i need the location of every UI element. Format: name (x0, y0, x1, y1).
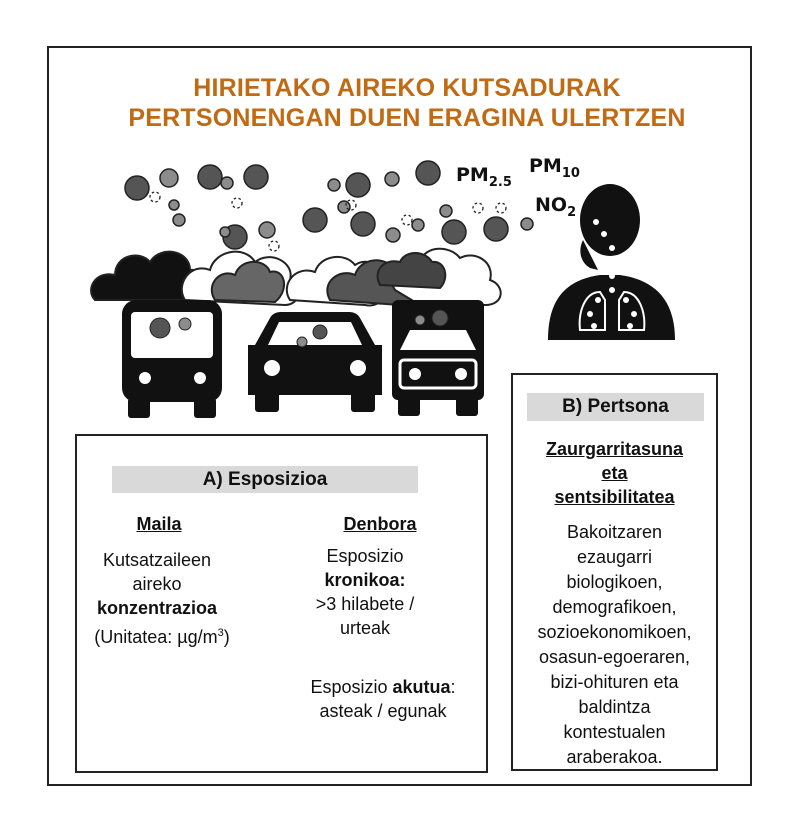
time-heading: Denbora (343, 514, 417, 534)
title-line-2: PERTSONENGAN DUEN ERAGINA ULERTZEN (128, 104, 686, 132)
chronic-line-2: kronikoa: (324, 570, 406, 590)
level-line-3: konzentrazioa (96, 598, 218, 618)
car-icon (248, 312, 382, 412)
person-description (513, 520, 716, 770)
vulnerability-line-2: eta (601, 463, 628, 483)
chronic-line-1: Esposizio (326, 546, 404, 566)
acute-line-1: Esposizio akutua: (310, 677, 456, 697)
level-heading: Maila (136, 514, 182, 534)
level-line-1: Kutsatzaileen (102, 550, 212, 570)
description-line: biologikoen, (566, 572, 663, 592)
level-line-2: aireko (132, 574, 182, 594)
pm10-label: $PM_{10}$ (529, 155, 580, 181)
description-line: demografikoen, (552, 597, 677, 617)
chronic-line-4: urteak (339, 618, 391, 638)
truck-icon (392, 300, 484, 416)
description-line: araberakoa. (566, 747, 663, 767)
description-line: Bakoitzaren (566, 522, 663, 542)
pm25-label: $PM_{2.5}$ (456, 164, 512, 190)
description-line: sozioekonomikoen, (537, 622, 692, 642)
level-unit: (Unitatea: $\mu g/m^3$) (94, 627, 230, 647)
no2-label: $NO_2$ (535, 194, 577, 220)
smoke-cloud-icon (91, 249, 501, 307)
description-line: bizi-ohituren eta (550, 672, 679, 692)
description-line: ezaugarri (576, 547, 653, 567)
description-line: kontestualen (563, 722, 666, 742)
description-line: baldintza (578, 697, 651, 717)
vulnerability-line-3: sentsibilitatea (554, 487, 675, 507)
vulnerability-line-1: Zaurgarritasuna (545, 439, 684, 459)
exposure-heading: A) Esposizioa (112, 466, 418, 493)
description-line: osasun-egoeraren, (538, 647, 691, 667)
acute-line-2: asteak / egunak (319, 701, 447, 721)
bus-icon (122, 300, 222, 418)
person-heading: B) Pertsona (527, 393, 704, 421)
chronic-line-3: >3 hilabete / (315, 594, 415, 614)
title-line-1: HIRIETAKO AIREKO KUTSADURAK (193, 74, 621, 102)
